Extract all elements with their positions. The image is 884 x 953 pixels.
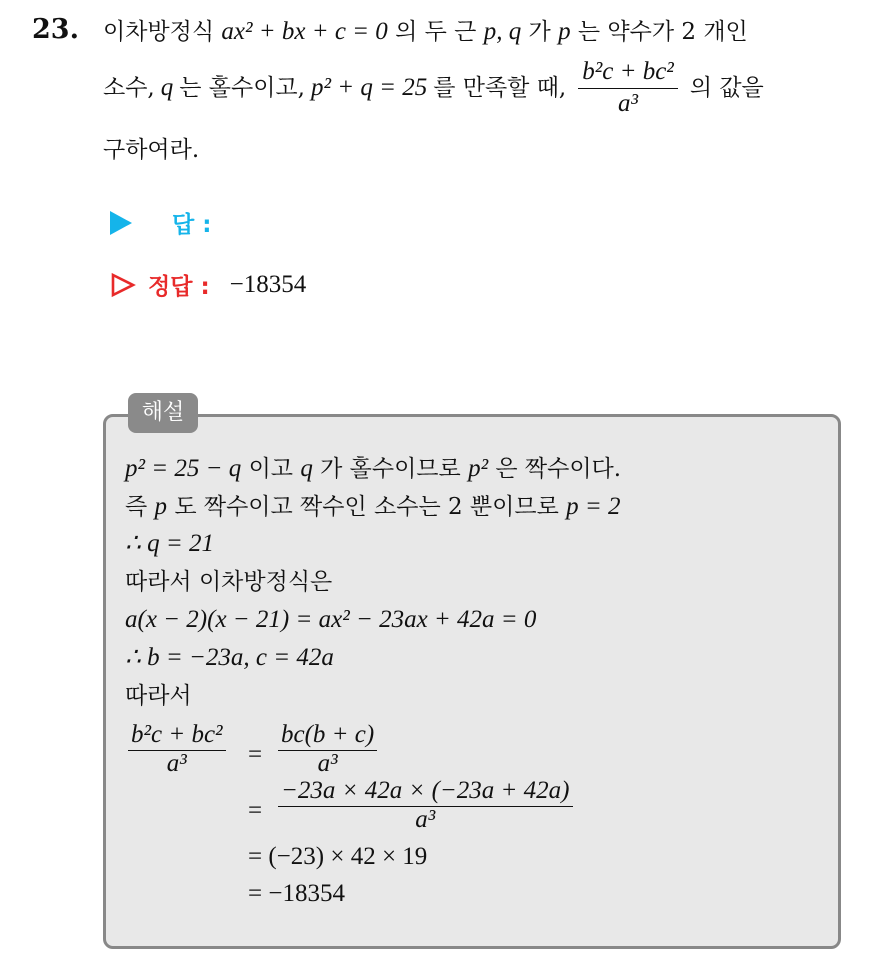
fraction-denominator: a³ [317, 750, 338, 777]
question-text: 가 [528, 19, 551, 45]
equation: ax² + bx + c = 0 [221, 18, 388, 45]
correct-answer-row [110, 268, 306, 301]
solution-text: 즉 [125, 494, 148, 520]
play-triangle-icon [110, 211, 132, 235]
correct-answer-value: −18354 [229, 270, 307, 298]
fraction-numerator: bc(b + c) [278, 720, 377, 751]
question-line-1 [103, 16, 748, 48]
equals-sign: = [248, 741, 263, 768]
solution-text: 가 홀수이므로 [320, 456, 461, 482]
fraction-numerator: −23a × 42a × (−23a + 42a) [278, 776, 573, 807]
solution-text: 은 짝수이다. [495, 456, 622, 482]
solution-line-7: 따라서 [125, 683, 192, 709]
math-var: p [558, 18, 571, 45]
equation: p² = 25 − q [125, 455, 242, 482]
outline-triangle-icon [110, 272, 136, 298]
question-line-3: 구하여라. [103, 137, 200, 163]
question-number: 23. [32, 14, 79, 45]
solution-text: 이고 [248, 456, 293, 482]
question-text: 는 약수가 2 개인 [577, 19, 748, 45]
answer-row [110, 206, 211, 239]
fraction-numerator: b²c + bc² [578, 58, 678, 89]
solution-text: 도 짝수이고 짝수인 소수는 2 뿐이므로 [174, 494, 559, 520]
question-text: 를 만족할 때, [433, 74, 567, 101]
solution-line-10: = (−23) × 42 × 19 [248, 843, 428, 870]
fraction-denominator: a³ [166, 750, 187, 777]
question-text: 는 홀수이고, [179, 74, 305, 101]
answer-label: 답 : [172, 212, 212, 238]
fraction-denominator: a³ [618, 90, 639, 117]
math-var: p, q [483, 18, 522, 45]
solution-line-3: ∴ q = 21 [125, 530, 215, 557]
fraction-denominator: a³ [415, 806, 436, 833]
solution-tag: 해설 [128, 393, 198, 433]
solution-line-6: ∴ b = −23a, c = 42a [125, 644, 334, 671]
solution-fraction-3 [278, 776, 573, 833]
question-text: 소수, [103, 74, 155, 101]
equals-sign: = [248, 797, 263, 824]
question-text: 의 값을 [689, 74, 764, 101]
equation: p = 2 [566, 493, 621, 520]
solution-line-1 [125, 452, 621, 486]
math-var: p [154, 493, 168, 520]
math-var: q [300, 455, 313, 482]
solution-line-2 [125, 490, 621, 524]
math-var: p² [468, 455, 489, 482]
question-line-2 [103, 58, 764, 117]
equation: p² + q = 25 [310, 73, 428, 101]
fraction-numerator: b²c + bc² [128, 720, 226, 751]
math-var: q [160, 73, 174, 101]
question-fraction [578, 58, 678, 117]
solution-line-11: = −18354 [248, 880, 345, 907]
solution-line-4: 따라서 이차방정식은 [125, 569, 333, 595]
solution-fraction-2 [278, 720, 377, 777]
question-text: 의 두 근 [395, 19, 477, 45]
solution-fraction-1 [128, 720, 226, 777]
solution-line-5: a(x − 2)(x − 21) = ax² − 23ax + 42a = 0 [125, 606, 537, 633]
question-text: 이차방정식 [103, 19, 215, 45]
correct-answer-label: 정답 : [148, 274, 210, 300]
